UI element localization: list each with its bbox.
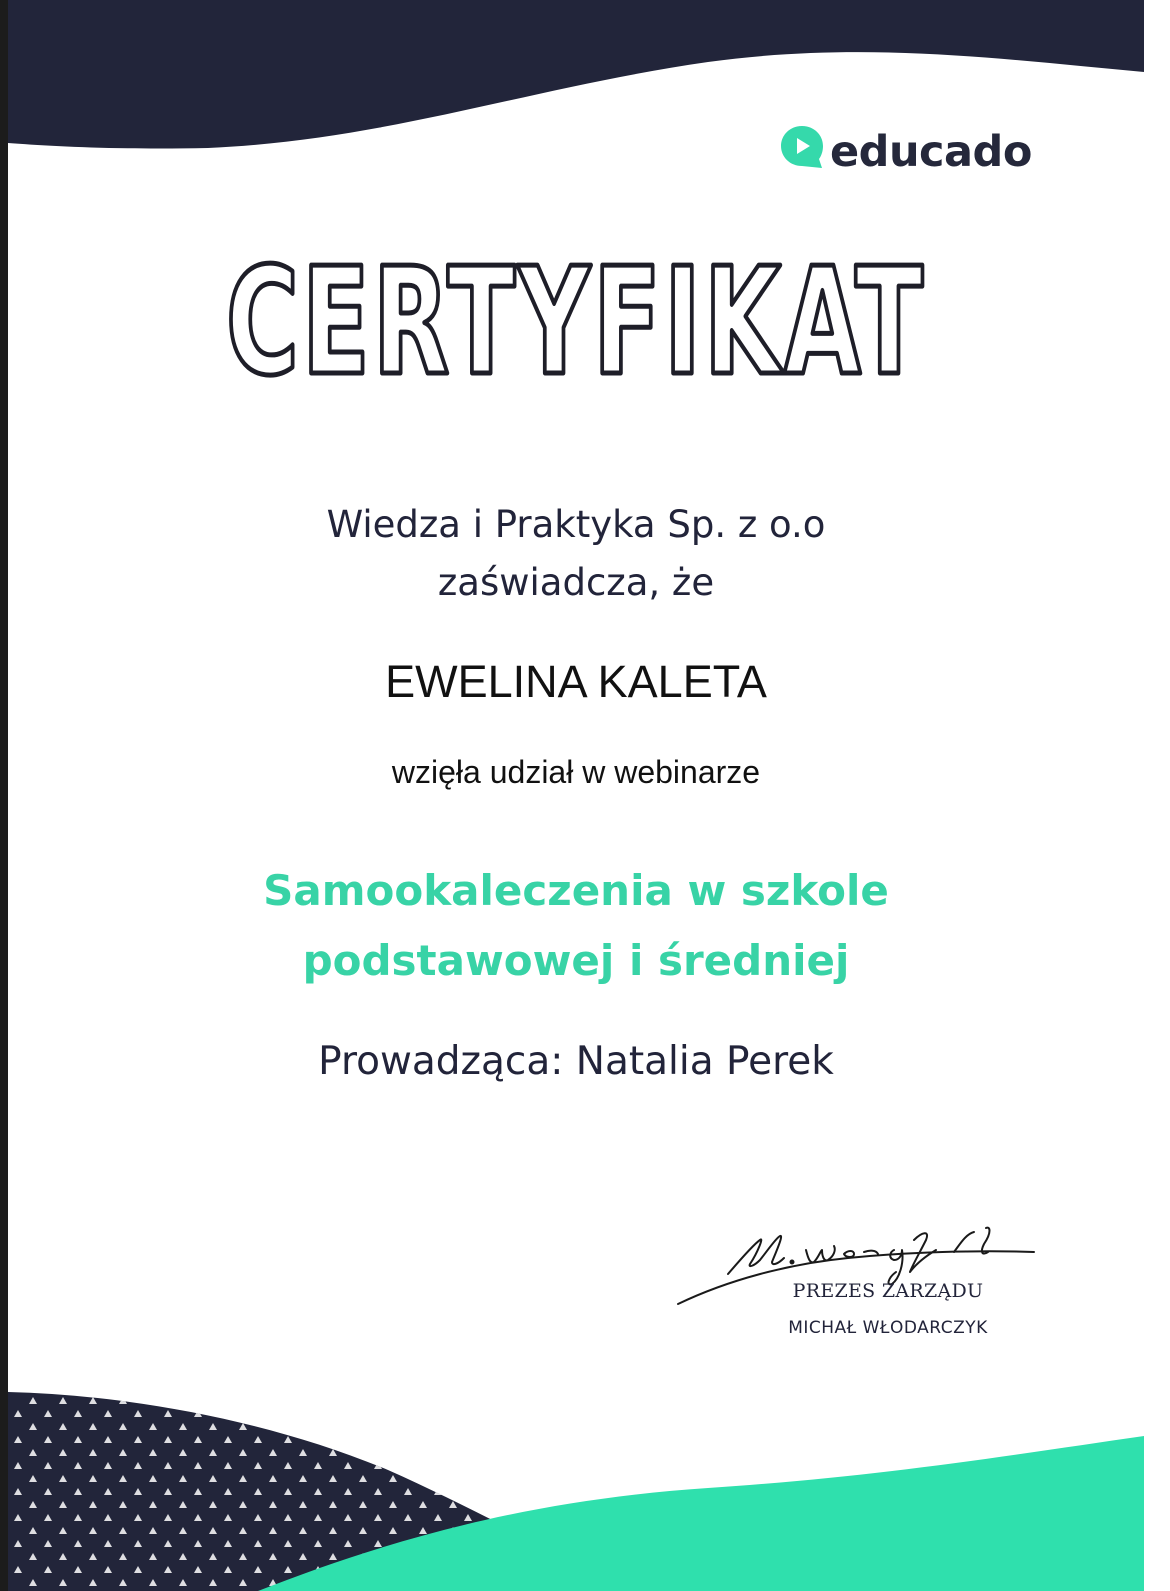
educado-play-bubble-icon [778,123,826,173]
host-line: Prowadząca: Natalia Perek [318,1039,834,1084]
decorative-waves [8,0,1144,1591]
title-text: CERTYFIKAT [226,245,926,395]
recipient-name: EWELINA KALETA [385,656,767,707]
webinar-title-line-1: Samookaleczenia w szkole [263,866,889,915]
participation-text: wzięła udział w webinarze [391,754,761,790]
certificate-sheet [8,0,1144,1591]
issuer-line-2: zaświadcza, że [437,561,715,604]
signatory-role: PREZES ZARZĄDU [792,1280,984,1302]
certificate-title [8,245,1144,395]
issuer-statement [8,496,1144,612]
educado-logo [778,118,1032,178]
logo-text: educado [830,126,1032,177]
webinar-title [8,856,1144,996]
webinar-title-line-2: podstawowej i średniej [302,936,850,985]
page-right-margin [1144,0,1170,1591]
issuer-line-1: Wiedza i Praktyka Sp. z o.o [326,503,826,546]
signatory-name: MICHAŁ WŁODARCZYK [788,1318,988,1338]
